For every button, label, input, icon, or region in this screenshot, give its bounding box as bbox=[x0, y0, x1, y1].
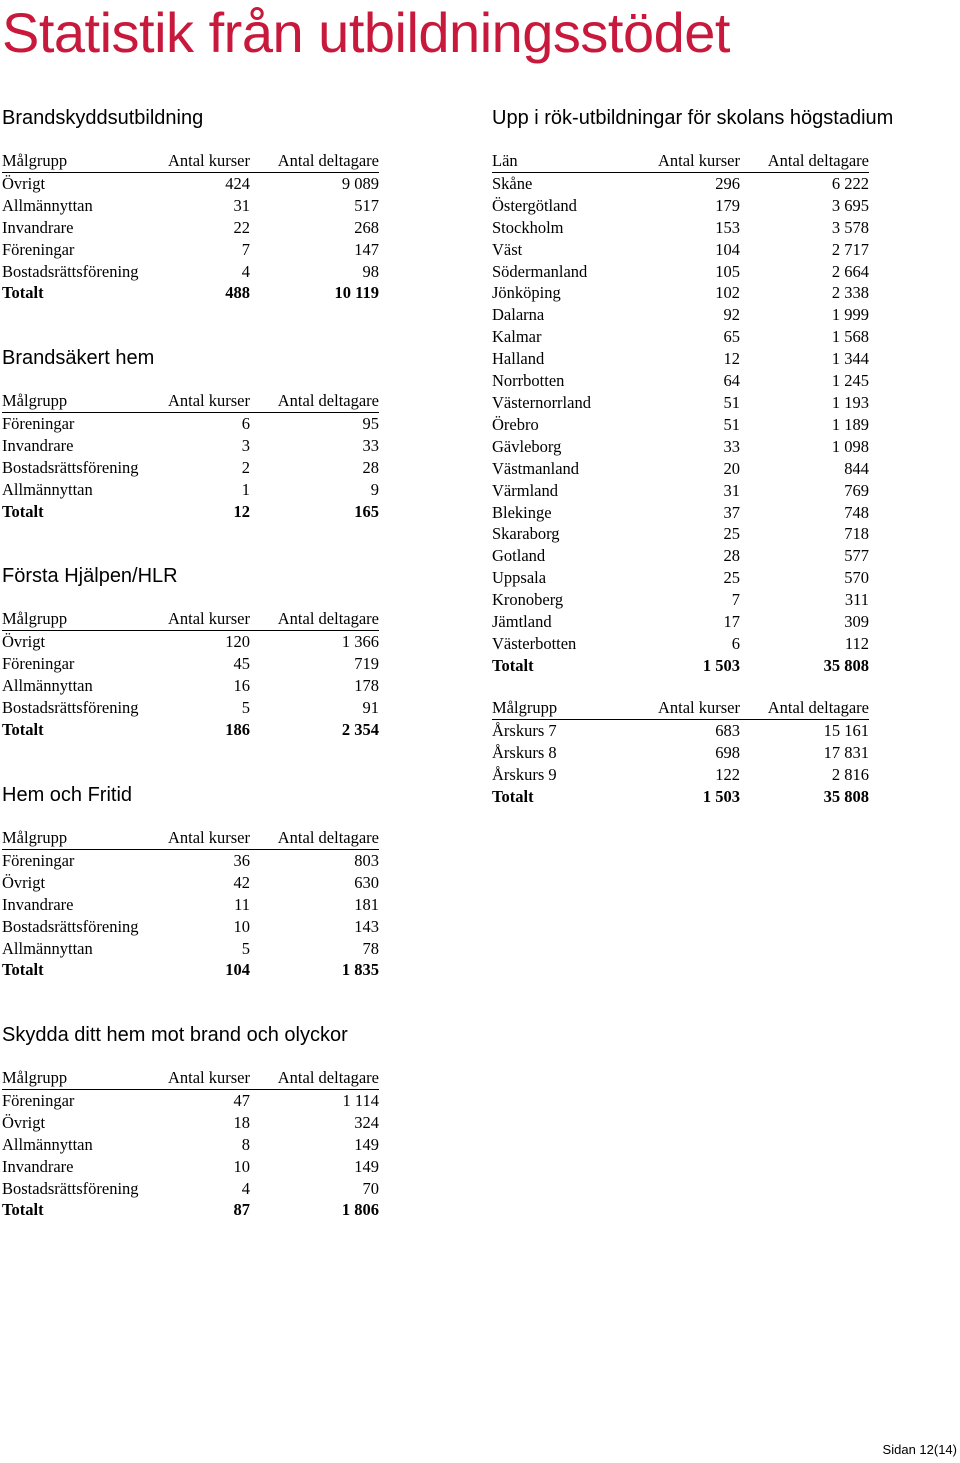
cell-participants: 570 bbox=[844, 568, 869, 588]
stat-table bbox=[2, 390, 379, 522]
section-heading: Upp i rök-utbildningar för skolans högstadium bbox=[492, 107, 894, 129]
cell-courses: 8 bbox=[241, 1134, 250, 1154]
cell-group: Värmland bbox=[492, 480, 558, 500]
cell-participants: 178 bbox=[354, 675, 379, 695]
table-row bbox=[2, 1134, 379, 1156]
table-row bbox=[2, 872, 379, 894]
table-row bbox=[2, 217, 379, 239]
cell-courses: 25 bbox=[723, 568, 740, 588]
cell-courses: 120 bbox=[225, 631, 250, 651]
cell-courses: 18 bbox=[233, 1112, 250, 1132]
table-row bbox=[2, 172, 379, 194]
table-row bbox=[492, 633, 869, 655]
section-heading: Brandskyddsutbildning bbox=[2, 107, 204, 129]
cell-group: Övrigt bbox=[2, 1112, 46, 1132]
total-cell-courses: 488 bbox=[225, 283, 250, 303]
table-row bbox=[2, 938, 379, 960]
cell-participants: 1 344 bbox=[831, 349, 869, 369]
cell-participants: 149 bbox=[354, 1156, 379, 1176]
cell-courses: 17 bbox=[723, 612, 740, 632]
column-header-courses: Antal kurser bbox=[648, 697, 740, 719]
column-header-participants: Antal deltagare bbox=[250, 608, 379, 630]
total-cell-courses: 1 503 bbox=[702, 655, 740, 675]
cell-participants: 3 578 bbox=[831, 217, 869, 237]
total-cell-participants: 35 808 bbox=[823, 786, 869, 806]
cell-courses: 45 bbox=[233, 653, 250, 673]
column-header-group: Målgrupp bbox=[2, 150, 158, 172]
column-header-group: Län bbox=[492, 150, 648, 172]
stat-table bbox=[2, 827, 379, 981]
table-row bbox=[2, 894, 379, 916]
cell-participants: 577 bbox=[844, 546, 869, 566]
cell-courses: 4 bbox=[241, 1178, 250, 1198]
cell-courses: 1 bbox=[241, 479, 250, 499]
cell-group: Invandrare bbox=[2, 894, 74, 914]
total-cell-group: Totalt bbox=[492, 786, 534, 806]
cell-group: Bostadsrättsförening bbox=[2, 697, 139, 717]
cell-participants: 719 bbox=[354, 653, 379, 673]
table-row bbox=[492, 172, 869, 194]
cell-courses: 92 bbox=[723, 305, 740, 325]
cell-group: Bostadsrättsförening bbox=[2, 261, 139, 281]
cell-participants: 268 bbox=[354, 217, 379, 237]
cell-group: Invandrare bbox=[2, 1156, 74, 1176]
column-header-group: Målgrupp bbox=[492, 697, 648, 719]
cell-participants: 112 bbox=[844, 633, 869, 653]
cell-group: Allmännyttan bbox=[2, 479, 93, 499]
cell-group: Invandrare bbox=[2, 217, 74, 237]
section-forsta-hjalpen bbox=[2, 563, 379, 740]
cell-courses: 102 bbox=[715, 283, 740, 303]
table-row bbox=[492, 719, 869, 741]
cell-participants: 2 664 bbox=[831, 261, 869, 281]
table-row bbox=[2, 1089, 379, 1111]
column-header-group: Målgrupp bbox=[2, 390, 158, 412]
cell-group: Allmännyttan bbox=[2, 195, 93, 215]
cell-group: Gotland bbox=[492, 546, 546, 566]
cell-group: Halland bbox=[492, 349, 545, 369]
table-row bbox=[2, 630, 379, 652]
table-total-row bbox=[2, 719, 379, 741]
table-row bbox=[2, 1178, 379, 1200]
cell-courses: 47 bbox=[233, 1090, 250, 1110]
column-header-participants: Antal deltagare bbox=[250, 827, 379, 849]
cell-group: Bostadsrättsförening bbox=[2, 457, 139, 477]
cell-courses: 51 bbox=[723, 414, 740, 434]
table-row bbox=[492, 523, 869, 545]
cell-participants: 3 695 bbox=[831, 195, 869, 215]
table-row bbox=[2, 412, 379, 434]
cell-participants: 149 bbox=[354, 1134, 379, 1154]
column-header-courses: Antal kurser bbox=[158, 608, 250, 630]
table-row bbox=[492, 742, 869, 764]
cell-courses: 36 bbox=[233, 850, 250, 870]
cell-participants: 309 bbox=[844, 612, 869, 632]
table-row bbox=[2, 849, 379, 871]
cell-courses: 31 bbox=[233, 195, 250, 215]
cell-participants: 95 bbox=[362, 413, 379, 433]
cell-participants: 91 bbox=[362, 697, 379, 717]
cell-courses: 7 bbox=[241, 239, 250, 259]
column-header-group: Målgrupp bbox=[2, 608, 158, 630]
section-skydda-ditt-hem bbox=[2, 1022, 379, 1221]
cell-courses: 424 bbox=[225, 173, 250, 193]
cell-courses: 33 bbox=[723, 436, 740, 456]
table-row bbox=[2, 1112, 379, 1134]
cell-courses: 179 bbox=[715, 195, 740, 215]
table-row bbox=[492, 458, 869, 480]
table-row bbox=[492, 217, 869, 239]
cell-courses: 37 bbox=[723, 502, 740, 522]
stat-table bbox=[492, 150, 869, 677]
table-row bbox=[492, 282, 869, 304]
cell-participants: 630 bbox=[354, 872, 379, 892]
cell-group: Västmanland bbox=[492, 458, 580, 478]
cell-participants: 1 114 bbox=[342, 1090, 379, 1110]
cell-group: Årskurs 8 bbox=[492, 742, 557, 762]
cell-group: Kalmar bbox=[492, 327, 542, 347]
column-header-courses: Antal kurser bbox=[158, 1067, 250, 1089]
table-row bbox=[492, 392, 869, 414]
total-cell-participants: 10 119 bbox=[334, 283, 379, 303]
column-header-group: Målgrupp bbox=[2, 1067, 158, 1089]
total-cell-courses: 1 503 bbox=[702, 786, 740, 806]
table-header-row bbox=[2, 390, 379, 412]
cell-group: Invandrare bbox=[2, 435, 74, 455]
cell-group: Allmännyttan bbox=[2, 675, 93, 695]
cell-group: Övrigt bbox=[2, 173, 46, 193]
table-row bbox=[2, 261, 379, 283]
table-row bbox=[2, 457, 379, 479]
cell-participants: 9 089 bbox=[341, 173, 379, 193]
table-row bbox=[2, 675, 379, 697]
cell-courses: 698 bbox=[715, 742, 740, 762]
table-header-row bbox=[2, 608, 379, 630]
table-total-row bbox=[2, 501, 379, 523]
cell-participants: 1 189 bbox=[831, 414, 869, 434]
page-number: Sidan 12(14) bbox=[882, 1442, 957, 1457]
table-row bbox=[2, 479, 379, 501]
cell-participants: 6 222 bbox=[831, 173, 869, 193]
cell-group: Föreningar bbox=[2, 850, 75, 870]
cell-group: Gävleborg bbox=[492, 436, 562, 456]
column-header-participants: Antal deltagare bbox=[740, 697, 869, 719]
cell-participants: 28 bbox=[362, 457, 379, 477]
cell-participants: 2 338 bbox=[831, 283, 869, 303]
total-cell-participants: 2 354 bbox=[341, 719, 379, 739]
total-cell-group: Totalt bbox=[492, 655, 534, 675]
cell-participants: 1 193 bbox=[831, 392, 869, 412]
table-row bbox=[492, 195, 869, 217]
table-row bbox=[2, 1156, 379, 1178]
table-row bbox=[2, 916, 379, 938]
cell-group: Övrigt bbox=[2, 872, 46, 892]
cell-group: Föreningar bbox=[2, 239, 75, 259]
table-row bbox=[492, 326, 869, 348]
cell-courses: 11 bbox=[234, 894, 250, 914]
table-row bbox=[492, 502, 869, 524]
cell-group: Blekinge bbox=[492, 502, 552, 522]
cell-group: Bostadsrättsförening bbox=[2, 1178, 139, 1198]
table-header-row bbox=[492, 697, 869, 719]
table-row bbox=[492, 261, 869, 283]
page-title: Statistik från utbildningsstödet bbox=[2, 1, 730, 64]
cell-group: Föreningar bbox=[2, 653, 75, 673]
table-total-row bbox=[2, 959, 379, 981]
cell-courses: 6 bbox=[731, 633, 740, 653]
total-cell-participants: 1 835 bbox=[341, 960, 379, 980]
cell-participants: 143 bbox=[354, 916, 379, 936]
cell-group: Södermanland bbox=[492, 261, 588, 281]
cell-participants: 844 bbox=[844, 458, 869, 478]
section-heading: Skydda ditt hem mot brand och olyckor bbox=[2, 1024, 348, 1046]
cell-group: Västernorrland bbox=[492, 392, 591, 412]
table-row bbox=[492, 239, 869, 261]
column-header-participants: Antal deltagare bbox=[250, 390, 379, 412]
total-cell-group: Totalt bbox=[2, 283, 44, 303]
cell-group: Skåne bbox=[492, 173, 533, 193]
cell-participants: 70 bbox=[362, 1178, 379, 1198]
table-row bbox=[492, 611, 869, 633]
column-header-group: Målgrupp bbox=[2, 827, 158, 849]
column-header-courses: Antal kurser bbox=[158, 390, 250, 412]
section-upp-i-rok-lan bbox=[492, 105, 893, 677]
cell-group: Bostadsrättsförening bbox=[2, 916, 139, 936]
column-header-courses: Antal kurser bbox=[648, 150, 740, 172]
cell-participants: 147 bbox=[354, 239, 379, 259]
cell-group: Östergötland bbox=[492, 195, 577, 215]
cell-courses: 4 bbox=[241, 261, 250, 281]
cell-courses: 105 bbox=[715, 261, 740, 281]
column-header-courses: Antal kurser bbox=[158, 827, 250, 849]
cell-group: Stockholm bbox=[492, 217, 564, 237]
cell-participants: 2 717 bbox=[831, 239, 869, 259]
table-row bbox=[492, 370, 869, 392]
total-cell-group: Totalt bbox=[2, 1200, 44, 1220]
cell-courses: 51 bbox=[723, 392, 740, 412]
column-header-participants: Antal deltagare bbox=[740, 150, 869, 172]
column-header-courses: Antal kurser bbox=[158, 150, 250, 172]
cell-participants: 1 366 bbox=[341, 631, 379, 651]
section-heading: Hem och Fritid bbox=[2, 784, 133, 806]
cell-courses: 28 bbox=[723, 546, 740, 566]
section-upp-i-rok-arskurs bbox=[492, 697, 869, 808]
cell-group: Allmännyttan bbox=[2, 938, 93, 958]
cell-participants: 1 245 bbox=[831, 371, 869, 391]
cell-participants: 517 bbox=[354, 195, 379, 215]
cell-group: Uppsala bbox=[492, 568, 547, 588]
cell-courses: 10 bbox=[233, 1156, 250, 1176]
cell-courses: 25 bbox=[723, 524, 740, 544]
cell-courses: 6 bbox=[241, 413, 250, 433]
table-total-row bbox=[2, 282, 379, 304]
cell-participants: 311 bbox=[844, 590, 869, 610]
cell-courses: 153 bbox=[715, 217, 740, 237]
total-cell-courses: 12 bbox=[233, 501, 250, 521]
cell-courses: 104 bbox=[715, 239, 740, 259]
cell-courses: 122 bbox=[715, 764, 740, 784]
cell-group: Örebro bbox=[492, 414, 539, 434]
table-row bbox=[2, 195, 379, 217]
stat-table bbox=[2, 150, 379, 304]
total-cell-group: Totalt bbox=[2, 719, 44, 739]
table-row bbox=[2, 653, 379, 675]
table-row bbox=[2, 697, 379, 719]
cell-courses: 3 bbox=[241, 435, 250, 455]
table-header-row bbox=[2, 150, 379, 172]
cell-group: Jönköping bbox=[492, 283, 561, 303]
section-heading: Första Hjälpen/HLR bbox=[2, 565, 178, 587]
cell-participants: 33 bbox=[362, 435, 379, 455]
cell-courses: 2 bbox=[241, 457, 250, 477]
cell-participants: 17 831 bbox=[823, 742, 869, 762]
cell-courses: 16 bbox=[233, 675, 250, 695]
stat-table bbox=[492, 697, 869, 808]
total-cell-courses: 104 bbox=[225, 960, 250, 980]
cell-participants: 15 161 bbox=[823, 720, 869, 740]
cell-courses: 10 bbox=[233, 916, 250, 936]
cell-group: Skaraborg bbox=[492, 524, 560, 544]
table-total-row bbox=[492, 655, 869, 677]
table-row bbox=[492, 348, 869, 370]
total-cell-participants: 35 808 bbox=[823, 655, 869, 675]
cell-group: Väst bbox=[492, 239, 523, 259]
section-brandsakert-hem bbox=[2, 345, 379, 522]
table-header-row bbox=[2, 1067, 379, 1089]
cell-participants: 98 bbox=[362, 261, 379, 281]
cell-participants: 1 568 bbox=[831, 327, 869, 347]
cell-group: Dalarna bbox=[492, 305, 545, 325]
cell-courses: 22 bbox=[233, 217, 250, 237]
cell-courses: 5 bbox=[241, 938, 250, 958]
table-header-row bbox=[2, 827, 379, 849]
cell-courses: 683 bbox=[715, 720, 740, 740]
cell-group: Föreningar bbox=[2, 413, 75, 433]
table-row bbox=[2, 239, 379, 261]
section-heading: Brandsäkert hem bbox=[2, 347, 155, 369]
cell-participants: 748 bbox=[844, 502, 869, 522]
table-row bbox=[492, 480, 869, 502]
stat-table bbox=[2, 1067, 379, 1221]
total-cell-group: Totalt bbox=[2, 501, 44, 521]
cell-courses: 5 bbox=[241, 697, 250, 717]
cell-courses: 20 bbox=[723, 458, 740, 478]
cell-participants: 769 bbox=[844, 480, 869, 500]
cell-group: Kronoberg bbox=[492, 590, 564, 610]
table-row bbox=[492, 589, 869, 611]
table-row bbox=[2, 435, 379, 457]
table-total-row bbox=[492, 786, 869, 808]
section-hem-och-fritid bbox=[2, 782, 379, 981]
cell-participants: 181 bbox=[354, 894, 379, 914]
table-row bbox=[492, 304, 869, 326]
cell-participants: 1 098 bbox=[831, 436, 869, 456]
cell-courses: 12 bbox=[723, 349, 740, 369]
cell-group: Årskurs 7 bbox=[492, 720, 557, 740]
cell-participants: 324 bbox=[354, 1112, 379, 1132]
cell-group: Västerbotten bbox=[492, 633, 577, 653]
total-cell-courses: 186 bbox=[225, 719, 250, 739]
cell-participants: 2 816 bbox=[831, 764, 869, 784]
cell-group: Föreningar bbox=[2, 1090, 75, 1110]
table-row bbox=[492, 567, 869, 589]
cell-group: Norrbotten bbox=[492, 371, 565, 391]
cell-courses: 296 bbox=[715, 173, 740, 193]
cell-group: Årskurs 9 bbox=[492, 764, 557, 784]
table-row bbox=[492, 764, 869, 786]
cell-courses: 65 bbox=[723, 327, 740, 347]
cell-participants: 9 bbox=[370, 479, 379, 499]
total-cell-participants: 165 bbox=[354, 501, 379, 521]
table-header-row bbox=[492, 150, 869, 172]
total-cell-participants: 1 806 bbox=[341, 1200, 379, 1220]
table-row bbox=[492, 414, 869, 436]
column-header-participants: Antal deltagare bbox=[250, 1067, 379, 1089]
table-row bbox=[492, 436, 869, 458]
cell-group: Övrigt bbox=[2, 631, 46, 651]
cell-participants: 718 bbox=[844, 524, 869, 544]
total-cell-group: Totalt bbox=[2, 960, 44, 980]
cell-participants: 78 bbox=[362, 938, 379, 958]
stat-table bbox=[2, 608, 379, 740]
cell-participants: 803 bbox=[354, 850, 379, 870]
column-header-participants: Antal deltagare bbox=[250, 150, 379, 172]
cell-group: Jämtland bbox=[492, 612, 552, 632]
cell-courses: 7 bbox=[731, 590, 740, 610]
cell-courses: 42 bbox=[233, 872, 250, 892]
table-row bbox=[492, 545, 869, 567]
cell-participants: 1 999 bbox=[831, 305, 869, 325]
section-brandskyddsutbildning bbox=[2, 105, 379, 304]
cell-courses: 64 bbox=[723, 371, 740, 391]
cell-group: Allmännyttan bbox=[2, 1134, 93, 1154]
cell-courses: 31 bbox=[723, 480, 740, 500]
table-total-row bbox=[2, 1199, 379, 1221]
total-cell-courses: 87 bbox=[233, 1200, 250, 1220]
